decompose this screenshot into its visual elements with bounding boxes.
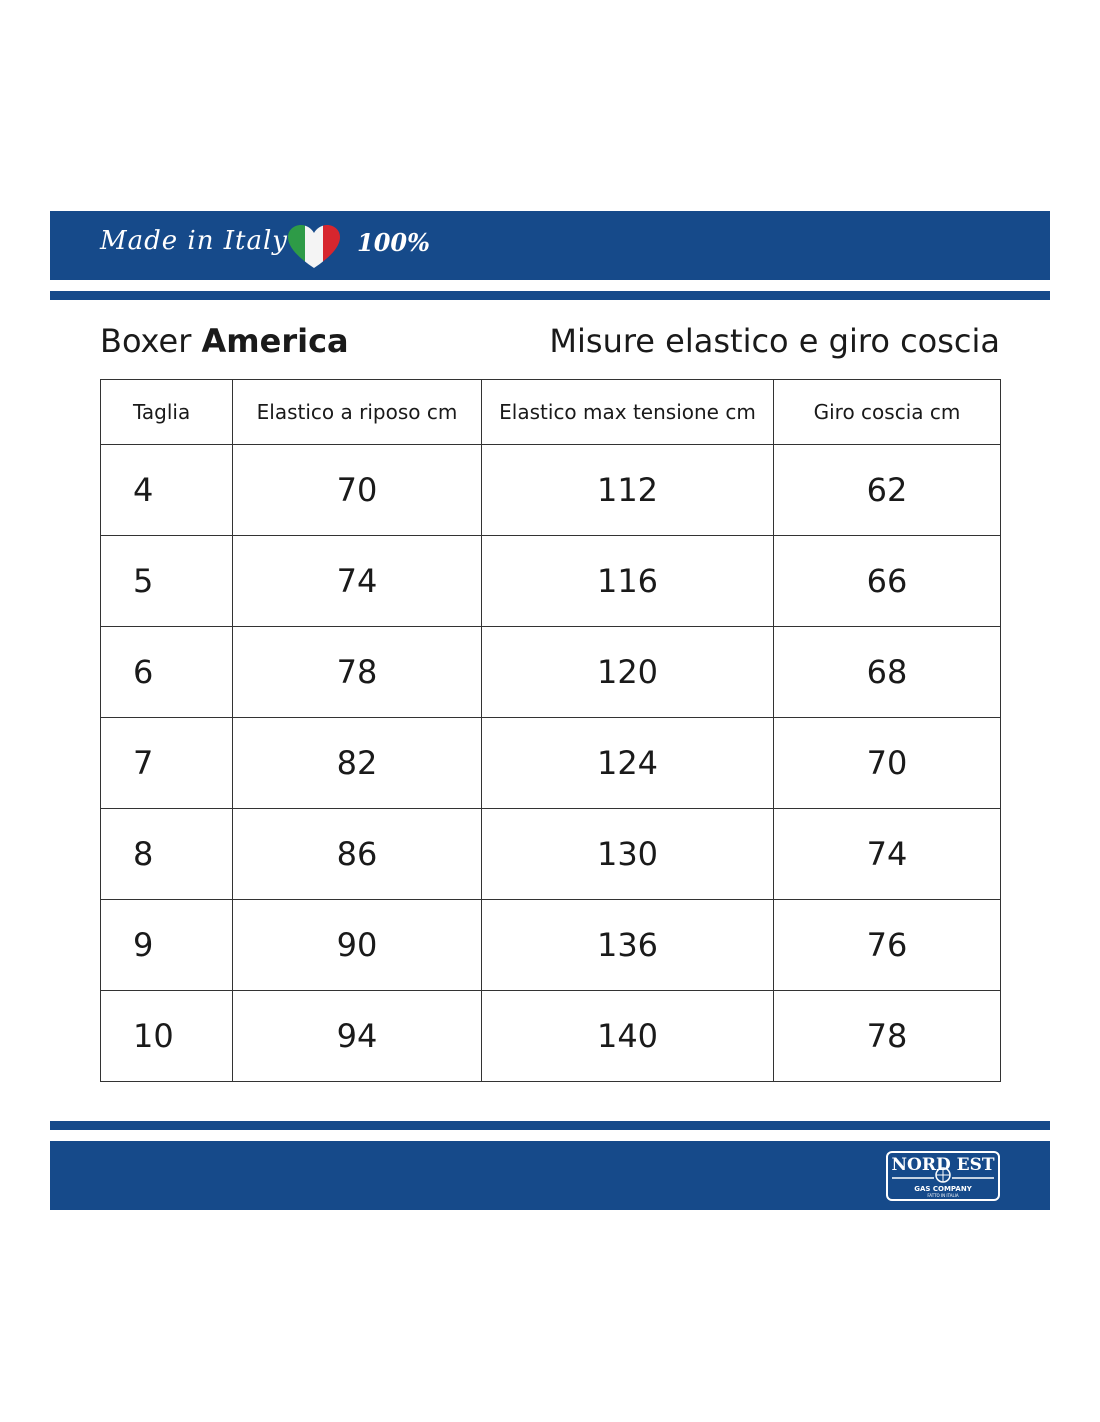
table-cell: 10 (101, 991, 233, 1082)
column-header: Taglia (101, 380, 233, 445)
made-in-italy-text: Made in Italy (100, 226, 288, 256)
table-cell: 94 (233, 991, 482, 1082)
table-row (101, 809, 1001, 900)
table-cell: 78 (774, 991, 1001, 1082)
table-cell: 136 (482, 900, 774, 991)
table-header-row (101, 380, 1001, 445)
table-cell: 74 (774, 809, 1001, 900)
table-cell: 112 (482, 445, 774, 536)
table-cell: 9 (101, 900, 233, 991)
table-row (101, 991, 1001, 1082)
table-cell: 74 (233, 536, 482, 627)
table-cell: 124 (482, 718, 774, 809)
table-row (101, 718, 1001, 809)
table-cell: 5 (101, 536, 233, 627)
table-cell: 68 (774, 627, 1001, 718)
table-cell: 130 (482, 809, 774, 900)
table-cell: 62 (774, 445, 1001, 536)
italian-flag-heart-icon (286, 224, 342, 270)
table-row (101, 900, 1001, 991)
table-cell: 76 (774, 900, 1001, 991)
header-stripe (50, 291, 1050, 300)
size-table (100, 379, 1001, 1082)
table-cell: 6 (101, 627, 233, 718)
table-row (101, 445, 1001, 536)
table-cell: 86 (233, 809, 482, 900)
table-cell: 120 (482, 627, 774, 718)
table-row (101, 536, 1001, 627)
nord-est-logo (886, 1151, 1000, 1201)
table-cell: 70 (774, 718, 1001, 809)
footer-stripe (50, 1121, 1050, 1130)
logo-top-text: NORD EST (891, 1155, 995, 1175)
table-cell: 70 (233, 445, 482, 536)
table-cell: 4 (101, 445, 233, 536)
table-row (101, 627, 1001, 718)
product-prefix: Boxer (100, 322, 192, 360)
table-cell: 7 (101, 718, 233, 809)
product-name: America (201, 322, 349, 360)
column-header: Giro coscia cm (774, 380, 1001, 445)
product-title (100, 322, 349, 360)
table-cell: 140 (482, 991, 774, 1082)
column-header: Elastico max tensione cm (482, 380, 774, 445)
logo-small-text: FATTO IN ITALIA (927, 1193, 959, 1198)
percent-text: 100% (357, 228, 430, 257)
table-cell: 66 (774, 536, 1001, 627)
table-cell: 90 (233, 900, 482, 991)
column-header: Elastico a riposo cm (233, 380, 482, 445)
table-cell: 116 (482, 536, 774, 627)
table-cell: 82 (233, 718, 482, 809)
logo-bottom-text: GAS COMPANY (914, 1185, 972, 1193)
table-cell: 78 (233, 627, 482, 718)
table-subtitle: Misure elastico e giro coscia (549, 322, 1000, 360)
table-cell: 8 (101, 809, 233, 900)
